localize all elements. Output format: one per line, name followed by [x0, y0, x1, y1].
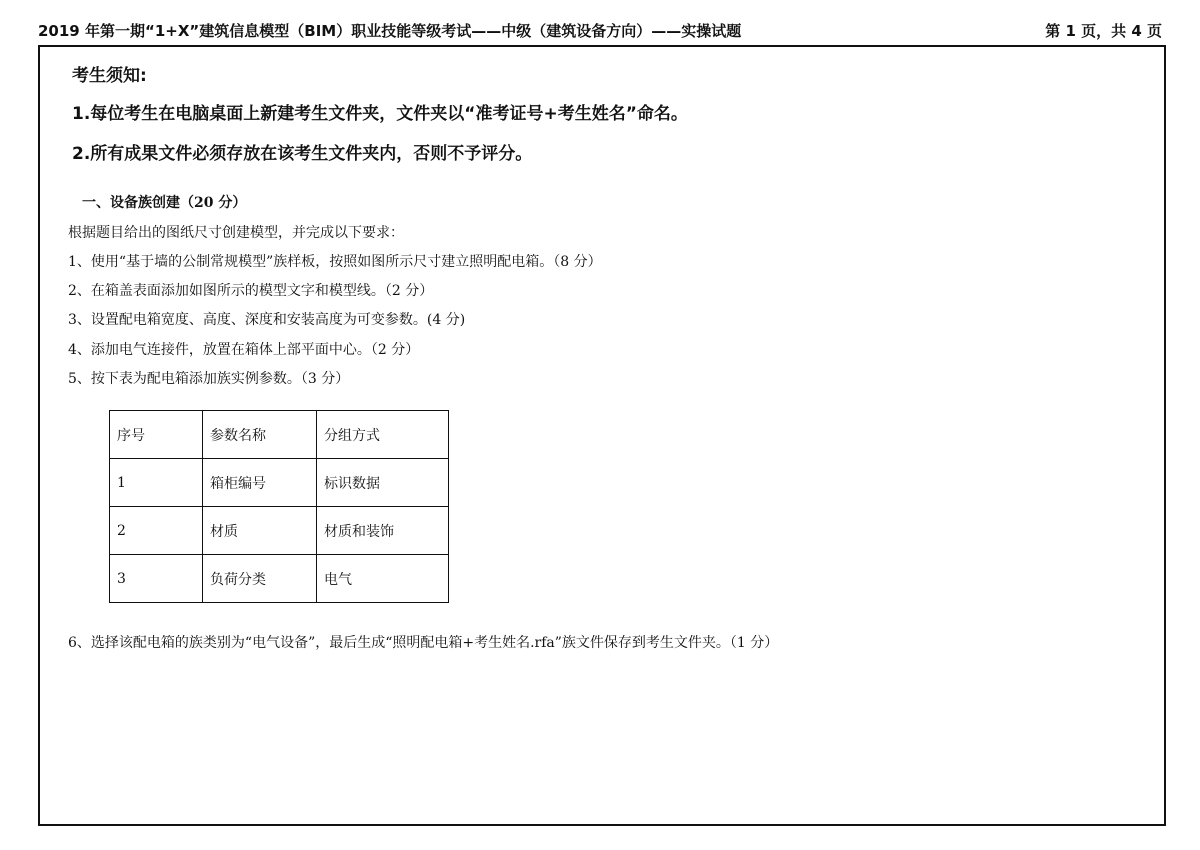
requirement-5: 5、按下表为配电箱添加族实例参数。（3 分） [68, 371, 350, 387]
page-info: 第 1 页，共 4 页 [1045, 22, 1162, 40]
table-cell: 3 [110, 555, 203, 603]
table-cell: 材质和装饰 [317, 507, 449, 555]
requirement-1: 1、使用“基于墙的公制常规模型”族样板，按照如图所示尺寸建立照明配电箱。（8 分） [68, 254, 602, 270]
table-cell: 材质 [203, 507, 317, 555]
table-cell: 箱柜编号 [203, 459, 317, 507]
parameter-table [109, 410, 449, 603]
exam-title: 2019 年第一期“1+X”建筑信息模型（BIM）职业技能等级考试——中级（建筑设备方向）——实操试题 [38, 22, 742, 40]
table-cell: 负荷分类 [203, 555, 317, 603]
table-cell: 1 [110, 459, 203, 507]
table-row [110, 459, 449, 507]
requirement-6: 6、选择该配电箱的族类别为“电气设备”，最后生成“照明配电箱+考生姓名.rfa”族文件保存到考生文件夹。（1 分） [68, 635, 779, 651]
notice-title: 考生须知: [72, 66, 147, 86]
requirement-2: 2、在箱盖表面添加如图所示的模型文字和模型线。（2 分） [68, 283, 434, 299]
table-header-cell: 参数名称 [203, 411, 317, 459]
table-cell: 2 [110, 507, 203, 555]
notice-item-2: 2.所有成果文件必须存放在该考生文件夹内，否则不予评分。 [72, 144, 533, 164]
notice-item-1: 1.每位考生在电脑桌面上新建考生文件夹，文件夹以“准考证号+考生姓名”命名。 [72, 104, 688, 124]
requirement-4: 4、添加电气连接件，放置在箱体上部平面中心。（2 分） [68, 342, 420, 358]
section-title: 一、设备族创建（20 分） [82, 195, 247, 211]
table-row [110, 507, 449, 555]
table-header-cell: 分组方式 [317, 411, 449, 459]
table-header-cell: 序号 [110, 411, 203, 459]
table-header-row [110, 411, 449, 459]
table-cell: 标识数据 [317, 459, 449, 507]
table-row [110, 555, 449, 603]
section-intro: 根据题目给出的图纸尺寸创建模型，并完成以下要求： [68, 225, 404, 241]
table-cell: 电气 [317, 555, 449, 603]
requirement-3: 3、设置配电箱宽度、高度、深度和安装高度为可变参数。(4 分) [68, 312, 466, 328]
